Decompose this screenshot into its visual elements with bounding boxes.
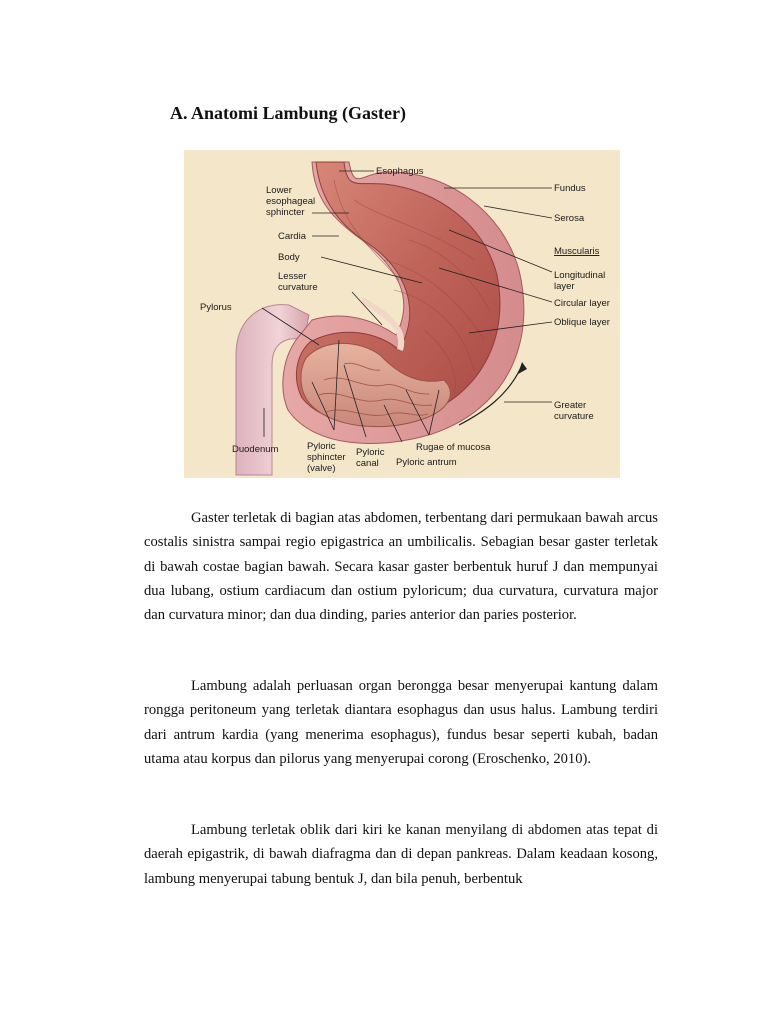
label-greater-curvature-1: Greater (554, 400, 587, 411)
label-lower-esophageal-sphincter-3: sphincter (266, 207, 305, 218)
label-body: Body (278, 252, 300, 263)
label-cardia: Cardia (278, 231, 306, 242)
label-rugae-of-mucosa: Rugae of mucosa (416, 442, 491, 453)
label-muscularis: Muscularis (554, 246, 600, 257)
label-pyloric-canal-2: canal (356, 458, 379, 469)
label-lower-esophageal-sphincter-2: esophageal (266, 196, 316, 207)
label-longitudinal-layer-2: layer (554, 281, 575, 292)
label-pyloric-sphincter-3: (valve) (307, 463, 336, 474)
paragraph-3: Lambung terletak oblik dari kiri ke kanan menyilang di abdomen atas tepat di daerah epigastrik, di bawah diafragma dan di depan pankreas. Dalam keadaan kosong, lambung menyerupai tabung bentuk J, dan bila penuh, berbentuk (144, 822, 658, 887)
stomach-anatomy-figure (184, 150, 620, 478)
label-greater-curvature-2: curvature (554, 411, 594, 422)
label-longitudinal-layer-1: Longitudinal (554, 270, 606, 281)
label-oblique-layer: Oblique layer (554, 317, 610, 328)
label-fundus: Fundus (554, 183, 586, 194)
paragraph-1: Gaster terletak di bagian atas abdomen, terbentang dari permukaan bawah arcus costalis sinistra sampai regio epigastrica an umbilicalis. Sebagian besar gaster terletak di bawah costae bagian bawah. Secara kasar gaster berbentuk huruf J dan mempunyai dua lubang, ostium cardiacum dan ostium pyloricum; dua curvatura, curvatura major dan curvatura minor; dan dua dinding, paries anterior dan paries posterior. (144, 510, 658, 624)
stomach-illustration (184, 150, 620, 478)
label-esophagus: Esophagus (376, 166, 424, 177)
label-pyloric-antrum: Pyloric antrum (396, 457, 457, 468)
paragraph-2: Lambung adalah perluasan organ berongga besar menyerupai kantung dalam rongga peritoneum yang terletak diantara esophagus dan usus halus. Lambung terdiri dari antrum kardia (yang menerima esophagus), fundus besar seperti kubah, badan utama atau korpus dan pilorus yang menyerupai corong (Eroschenko, 2010). (144, 678, 658, 767)
label-pyloric-canal-1: Pyloric (356, 447, 385, 458)
label-serosa: Serosa (554, 213, 585, 224)
label-duodenum: Duodenum (232, 444, 279, 455)
label-lesser-curvature-1: Lesser (278, 271, 307, 282)
label-pyloric-sphincter-2: sphincter (307, 452, 346, 463)
label-circular-layer: Circular layer (554, 298, 610, 309)
label-lower-esophageal-sphincter-1: Lower (266, 185, 292, 196)
section-heading: A. Anatomi Lambung (Gaster) (170, 103, 407, 123)
label-pyloric-sphincter-1: Pyloric (307, 441, 336, 452)
label-pylorus: Pylorus (200, 302, 232, 313)
label-lesser-curvature-2: curvature (278, 282, 318, 293)
